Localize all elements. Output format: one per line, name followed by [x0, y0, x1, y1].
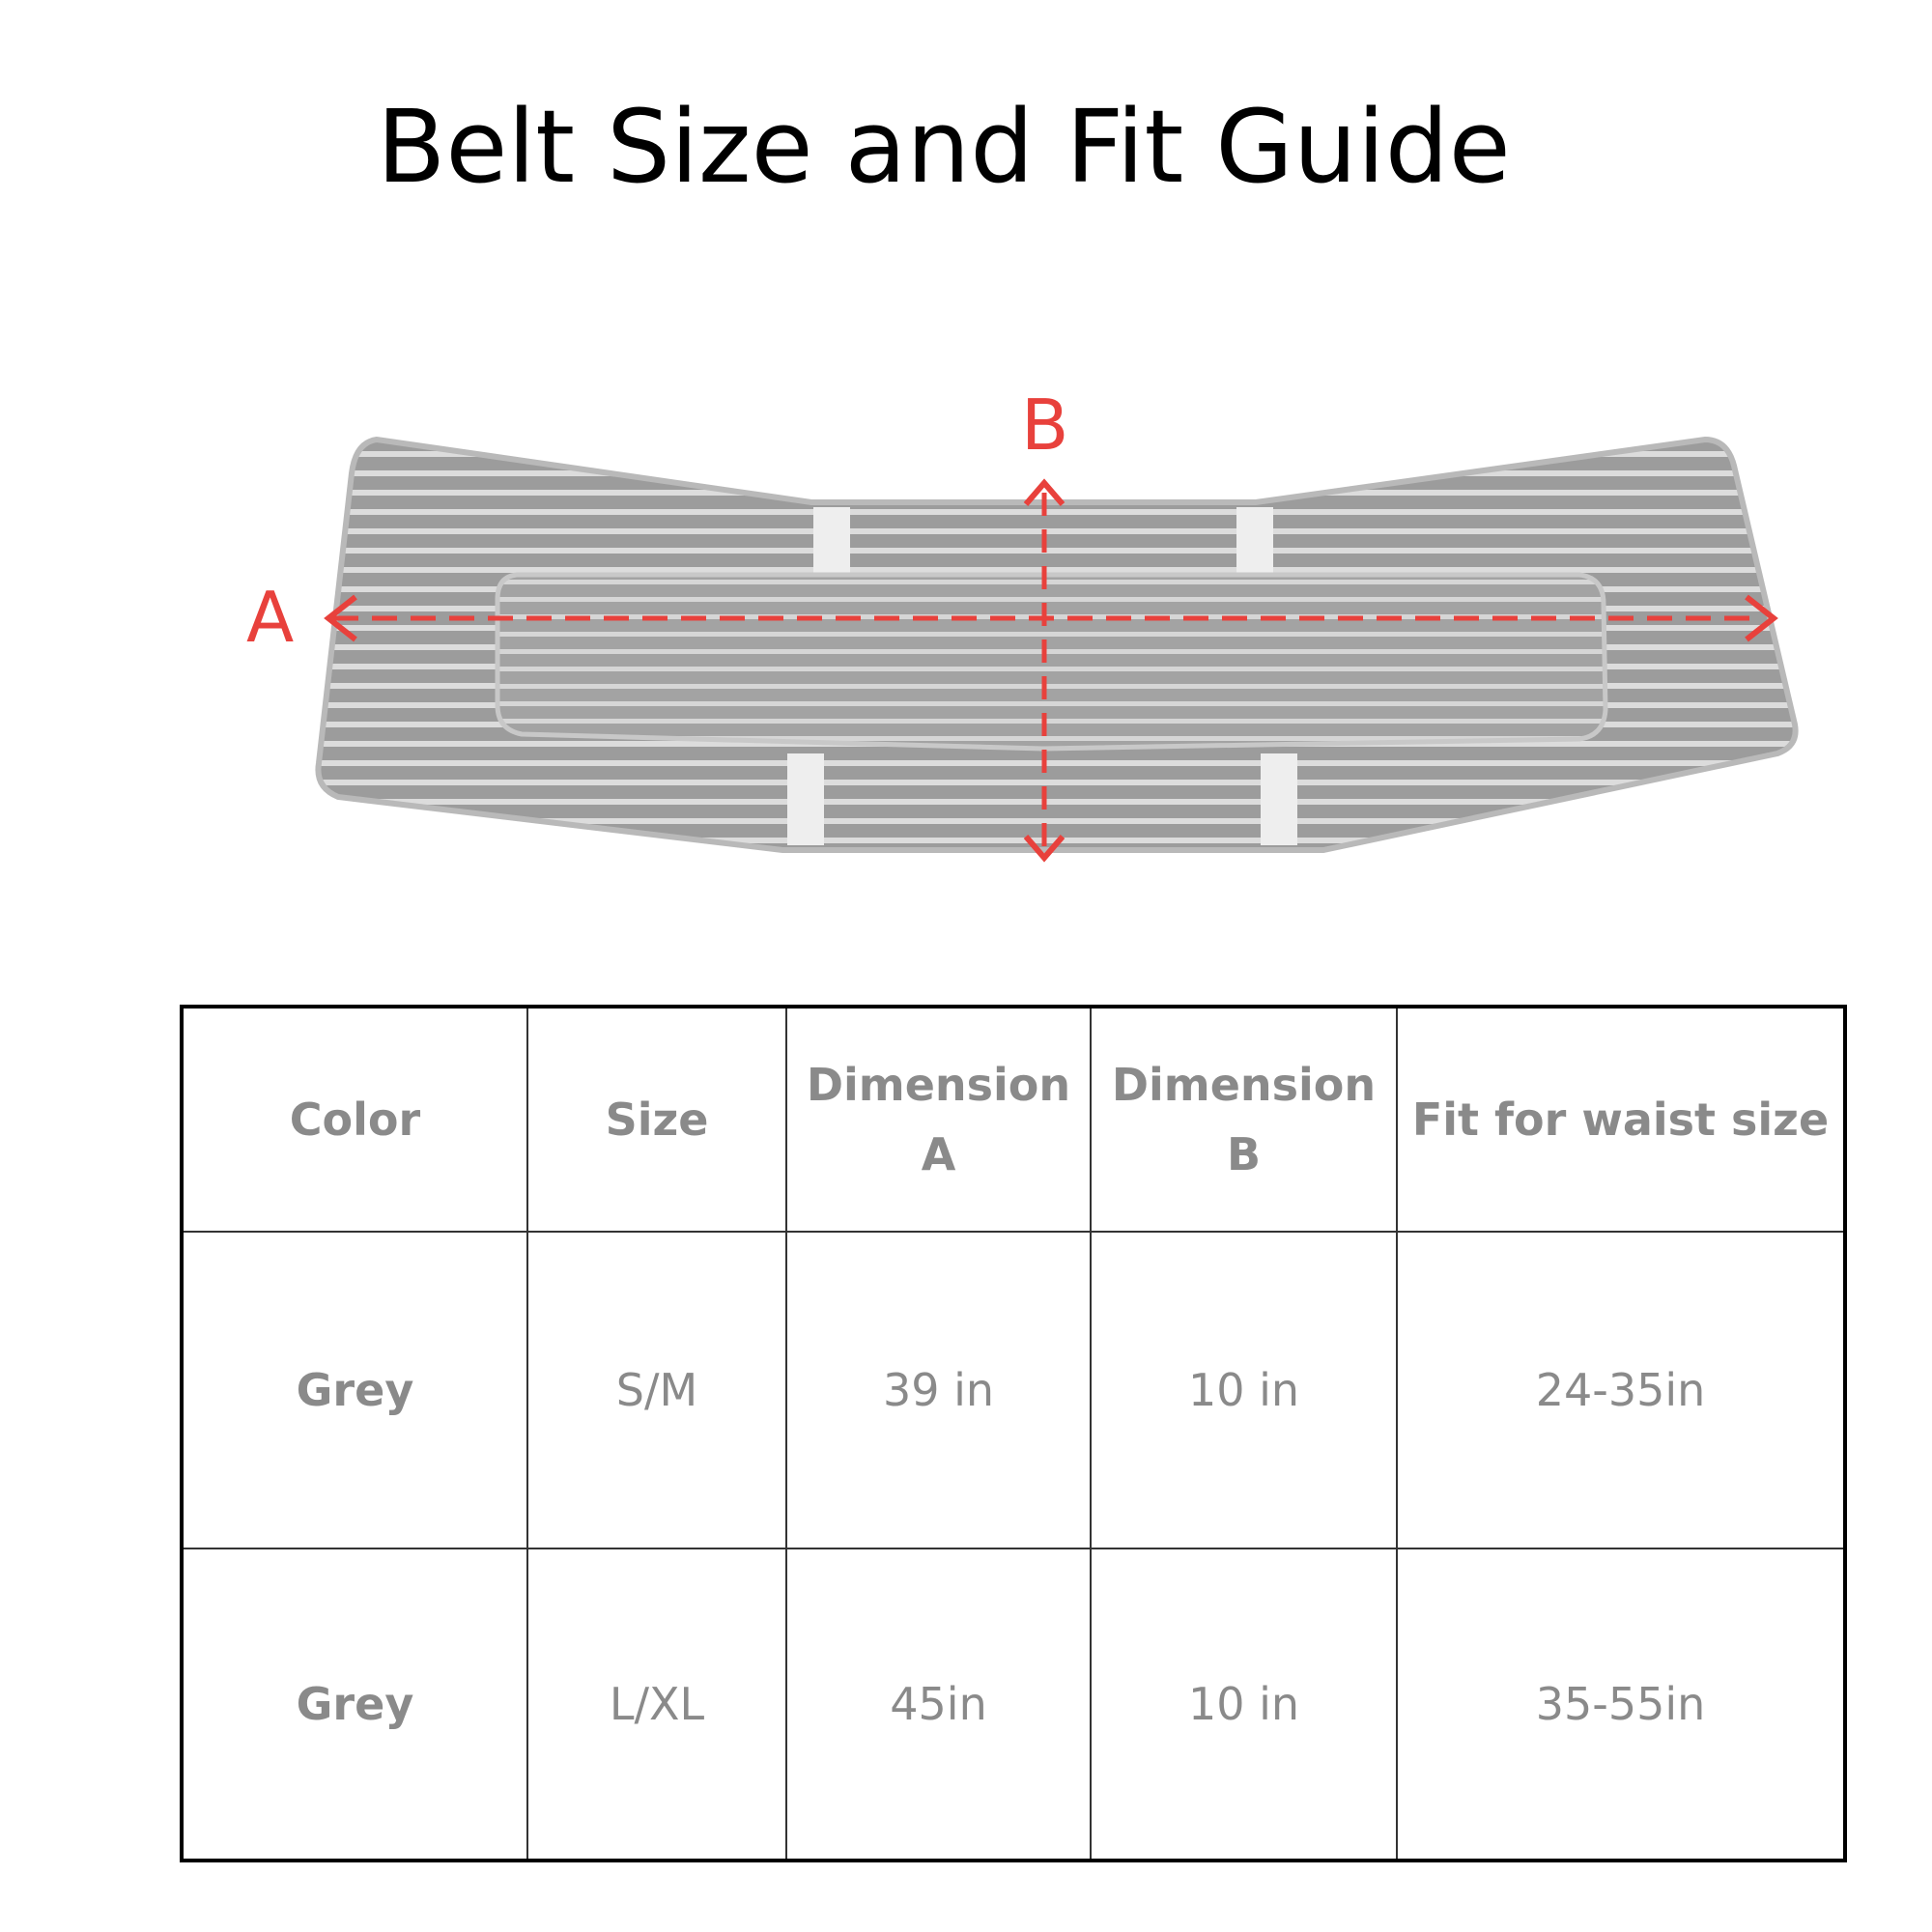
header-fit-waist-size: Fit for waist size — [1397, 1007, 1845, 1232]
header-size: Size — [527, 1007, 786, 1232]
dimension-a-label: A — [246, 577, 295, 658]
table-row — [182, 1232, 1845, 1549]
page-title: Belt Size and Fit Guide — [377, 88, 1511, 206]
belt-tab — [787, 753, 824, 845]
cell-dimension-b: 10 in — [1091, 1232, 1397, 1549]
cell-dimension-a: 39 in — [786, 1232, 1091, 1549]
table-header-row — [182, 1007, 1845, 1232]
cell-fit-waist-size: 24-35in — [1397, 1232, 1845, 1549]
belt-tab — [1261, 753, 1297, 845]
cell-color: Grey — [182, 1548, 527, 1861]
dimension-b-label: B — [1021, 384, 1069, 466]
size-chart-table — [180, 1005, 1847, 1862]
cell-dimension-b: 10 in — [1091, 1548, 1397, 1861]
header-color: Color — [182, 1007, 527, 1232]
cell-fit-waist-size: 35-55in — [1397, 1548, 1845, 1861]
belt-front-strap — [497, 575, 1605, 749]
cell-size: L/XL — [527, 1548, 786, 1861]
cell-dimension-a: 45in — [786, 1548, 1091, 1861]
header-dimension-b: Dimension B — [1091, 1007, 1397, 1232]
cell-size: S/M — [527, 1232, 786, 1549]
table-row — [182, 1548, 1845, 1861]
header-dimension-a: Dimension A — [786, 1007, 1091, 1232]
cell-color: Grey — [182, 1232, 527, 1549]
